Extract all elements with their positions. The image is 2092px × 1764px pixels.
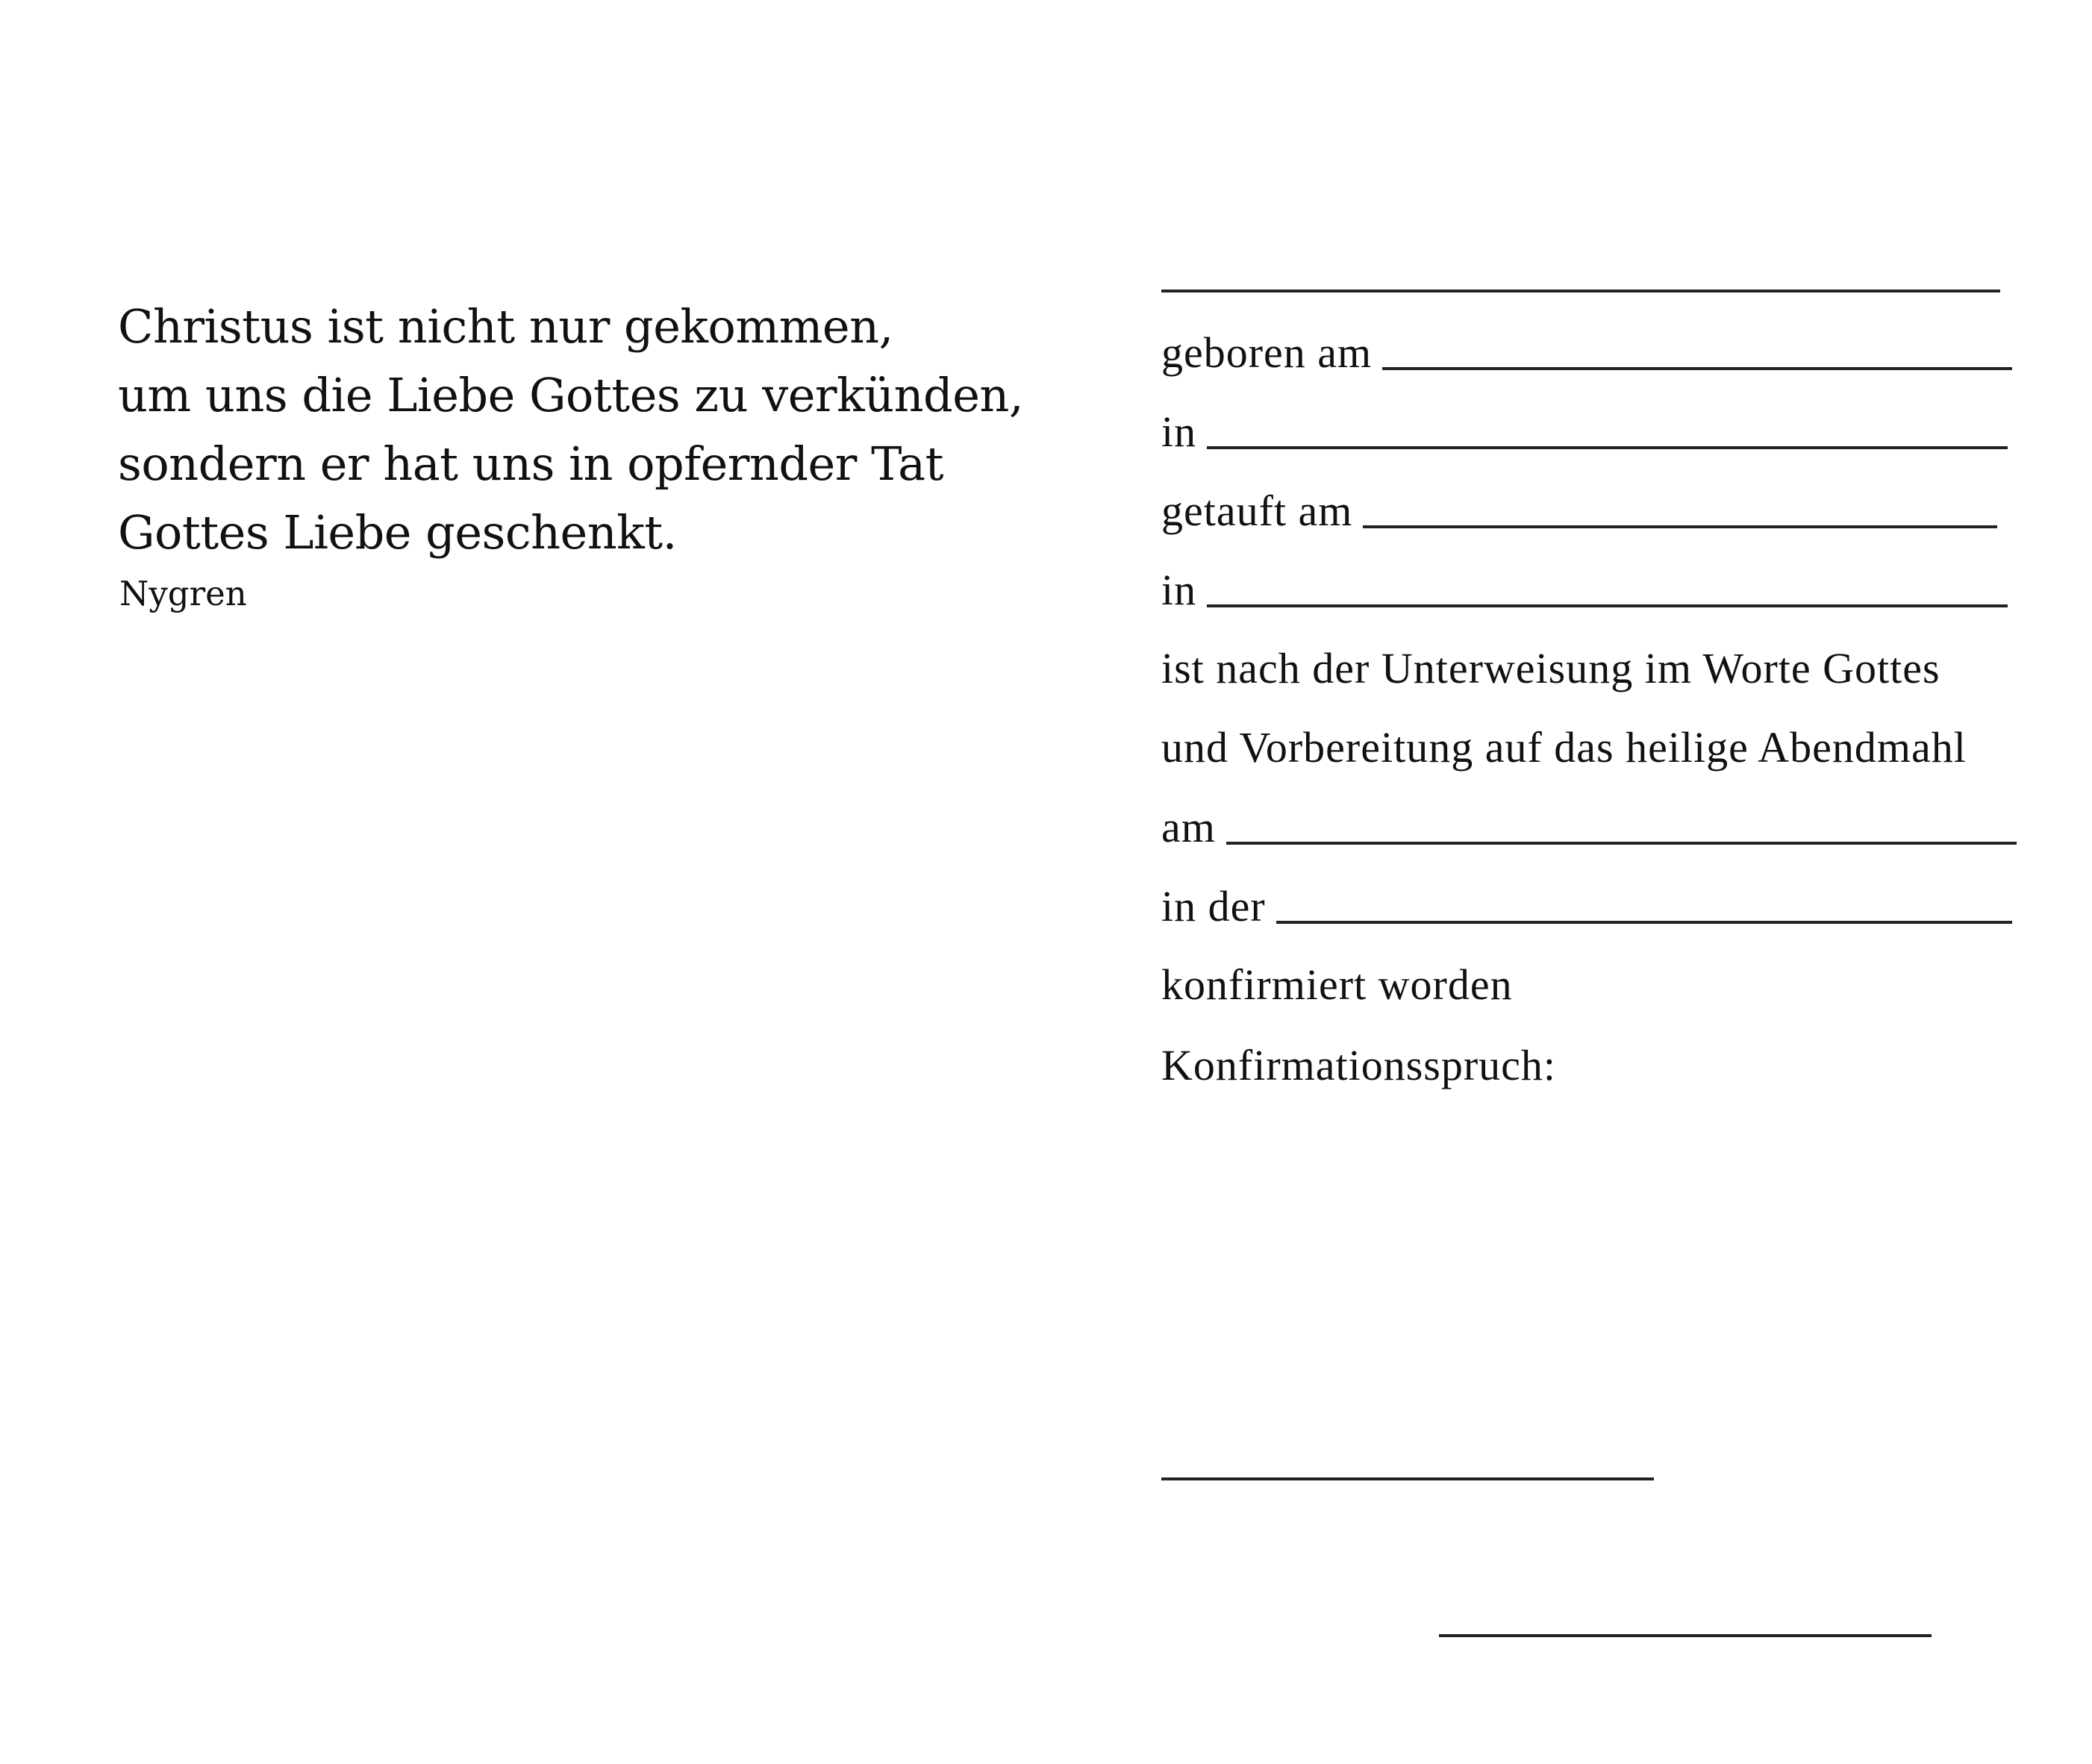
confirmation-verse-label: Konfirmationsspruch: [1161, 1041, 1557, 1089]
quote-line-4: Gottes Liebe geschenkt. [118, 505, 677, 560]
quote-line-2: um uns die Liebe Gottes zu verkünden, [118, 368, 1024, 422]
birth-date-line[interactable] [1382, 367, 2012, 370]
confirmation-date-line[interactable] [1226, 842, 2017, 845]
baptism-place-label: in [1161, 566, 1197, 614]
confirmation-date-field[interactable] [1161, 794, 2017, 854]
confirmation-date-label: am [1161, 803, 1216, 851]
birth-date-field[interactable] [1161, 319, 2012, 379]
signature-line-1[interactable] [1161, 1477, 1654, 1480]
birth-place-field[interactable] [1161, 398, 2008, 458]
baptism-date-label: getauft am [1161, 487, 1353, 535]
signature-line-2[interactable] [1439, 1634, 1932, 1637]
baptism-place-line[interactable] [1207, 604, 2008, 607]
baptism-place-field[interactable] [1161, 557, 2008, 616]
baptism-date-line[interactable] [1363, 525, 1997, 528]
confirmation-form [1161, 0, 2020, 1764]
confirmed-text: konfirmiert worden [1161, 960, 1513, 1009]
church-field[interactable] [1161, 873, 2012, 933]
quote-line-1: Christus ist nicht nur gekommen, [118, 299, 893, 354]
instruction-text-1: ist nach der Unterweisung im Worte Gottes [1161, 644, 1940, 692]
quote-author: Nygren [119, 574, 247, 613]
quote-block [118, 293, 1088, 567]
quote-line-3: sondern er hat uns in opfernder Tat [118, 437, 944, 491]
birth-place-label: in [1161, 407, 1197, 456]
name-line[interactable] [1161, 290, 2000, 293]
baptism-date-field[interactable] [1161, 478, 1997, 537]
church-line[interactable] [1276, 921, 2012, 924]
instruction-text-2: und Vorbereitung auf das heilige Abendmahl [1161, 723, 1967, 772]
birth-place-line[interactable] [1207, 446, 2008, 449]
church-label: in der [1161, 882, 1266, 931]
birth-date-label: geboren am [1161, 328, 1373, 377]
